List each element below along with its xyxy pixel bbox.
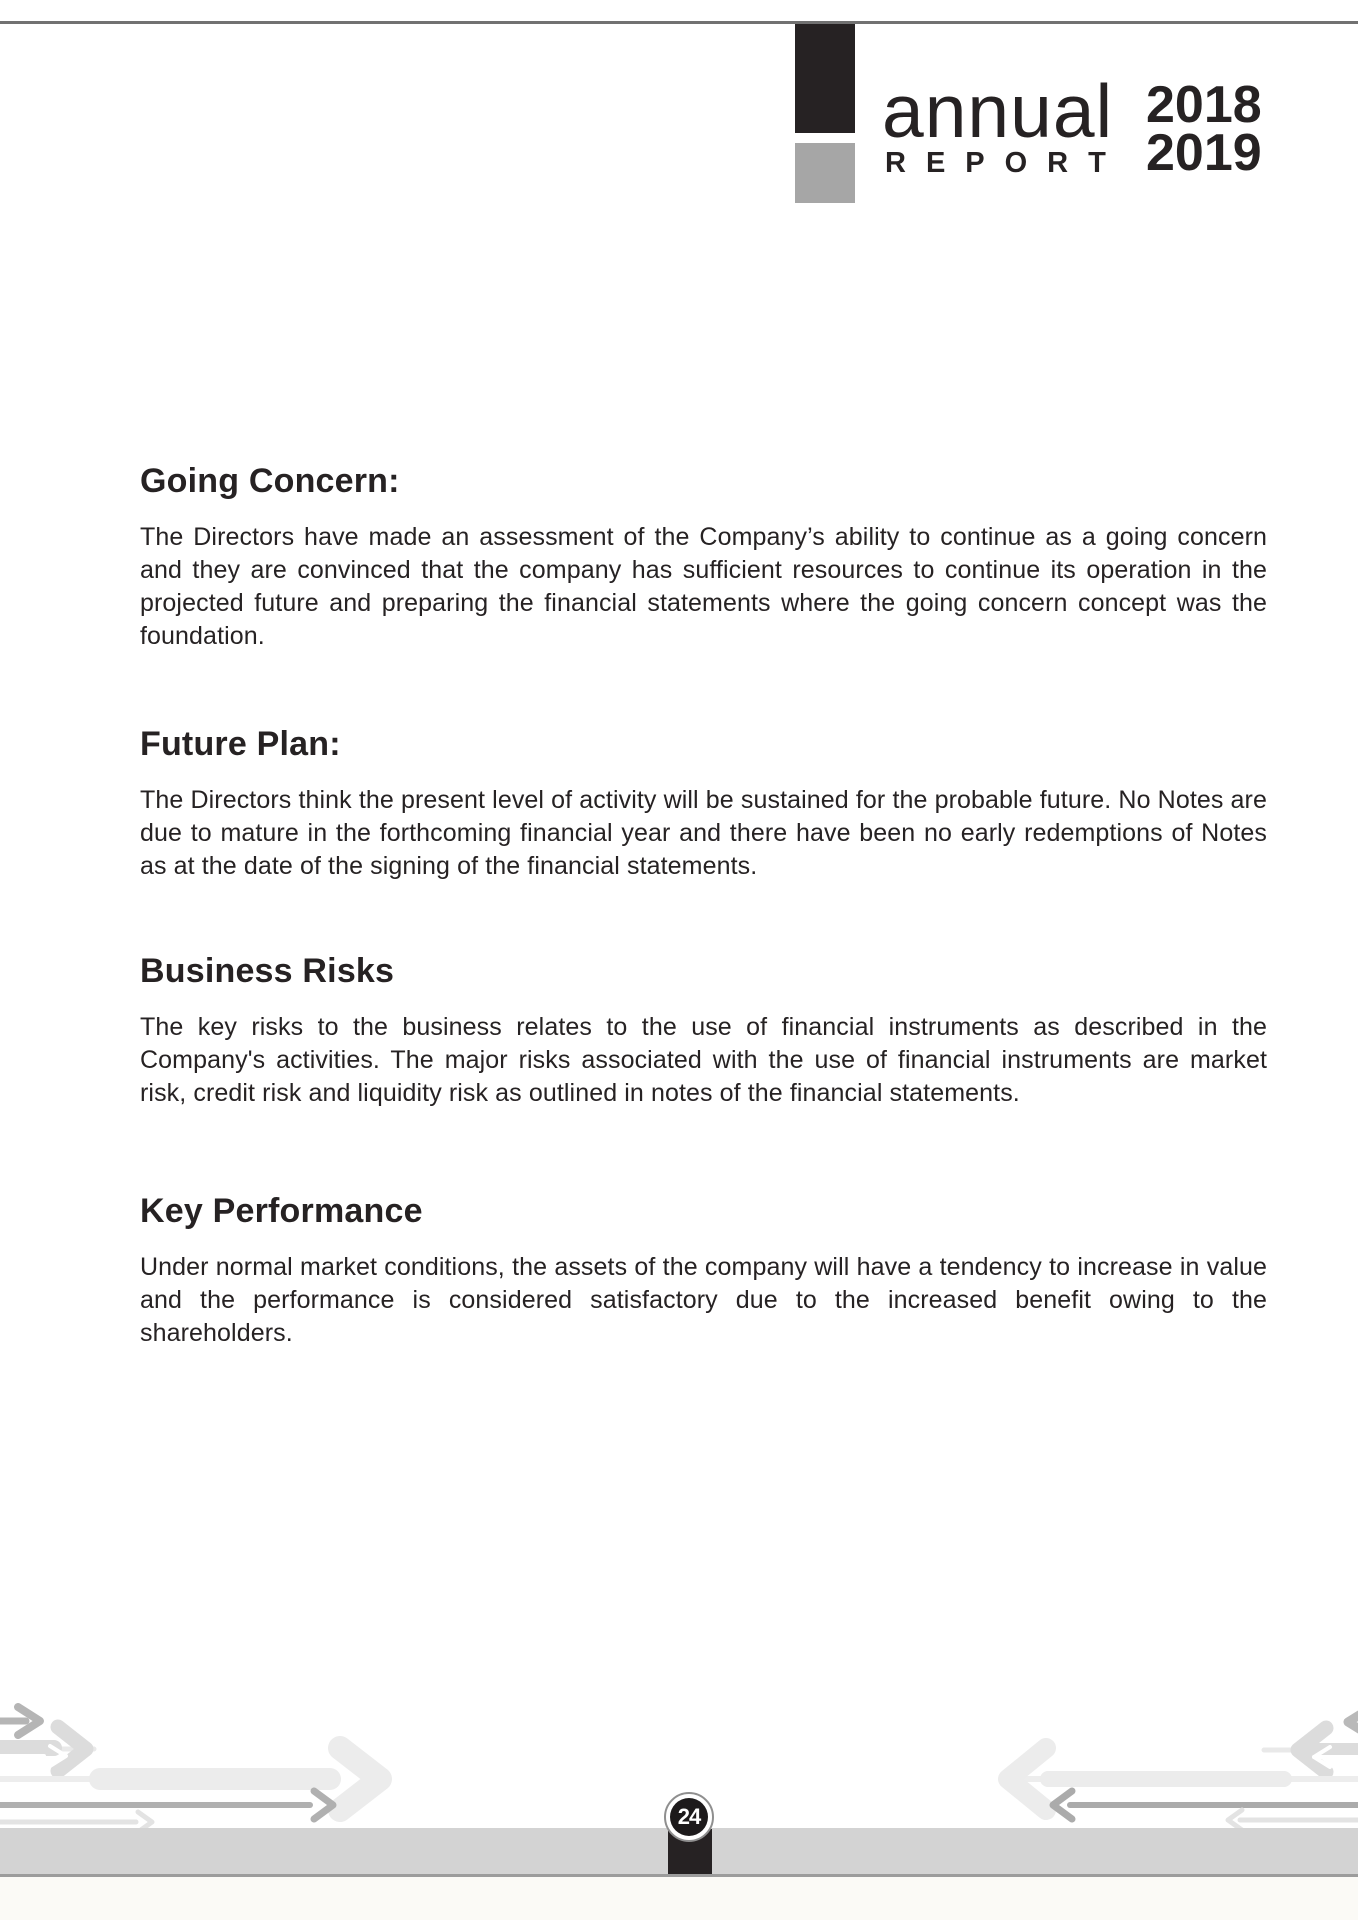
logo-year-top: 2018 bbox=[1146, 76, 1262, 134]
section-heading: Key Performance bbox=[140, 1192, 423, 1230]
section-going-concern bbox=[140, 461, 1267, 653]
logo-report-wordmark: REPORT bbox=[885, 147, 1126, 179]
section-heading: Future Plan: bbox=[140, 725, 341, 763]
logo-black-block bbox=[795, 24, 855, 133]
header-rule bbox=[0, 21, 1358, 24]
section-body: The Directors think the present level of activity will be sustained for the probable future. No Notes are due to mature in the forthcoming financial year and there have been no early redemptions of Notes as at the date of the signing of the financial statements. bbox=[140, 786, 1267, 880]
section-future-plan bbox=[140, 724, 1267, 883]
section-body: Under normal market conditions, the assets of the company will have a tendency to increase in value and the performance is considered satisfactory due to the increased benefit owing to the shareholders. bbox=[140, 1253, 1267, 1347]
section-business-risks bbox=[140, 951, 1267, 1110]
page-number: 24 bbox=[677, 1804, 701, 1829]
logo-gray-block bbox=[795, 143, 855, 203]
logo-year-bottom: 2019 bbox=[1146, 124, 1262, 182]
section-heading: Business Risks bbox=[140, 952, 395, 990]
footer-strip bbox=[0, 1877, 1358, 1920]
arrow-right-icon bbox=[0, 1707, 380, 1830]
page-number-circle bbox=[670, 1798, 708, 1836]
page-number-badge bbox=[664, 1792, 714, 1842]
section-body: The key risks to the business relates to the use of financial instruments as described in the Company's activities. The major risks associated with the use of financial instruments are market risk, credit risk and liquidity risk as outlined in notes of the financial statements. bbox=[140, 1013, 1267, 1107]
logo-years bbox=[1146, 76, 1262, 182]
logo-annual-wordmark: annual bbox=[882, 69, 1114, 153]
section-heading: Going Concern: bbox=[140, 462, 400, 500]
arrow-left-icon bbox=[1008, 1706, 1358, 1830]
footer-rule bbox=[0, 1874, 1358, 1877]
section-body: The Directors have made an assessment of the Company’s ability to continue as a going concern and they are convinced that the company has sufficient resources to continue its operation in the projected future and preparing the financial statements where the going concern concept was the foundation. bbox=[140, 523, 1267, 650]
section-key-performance bbox=[140, 1191, 1267, 1350]
